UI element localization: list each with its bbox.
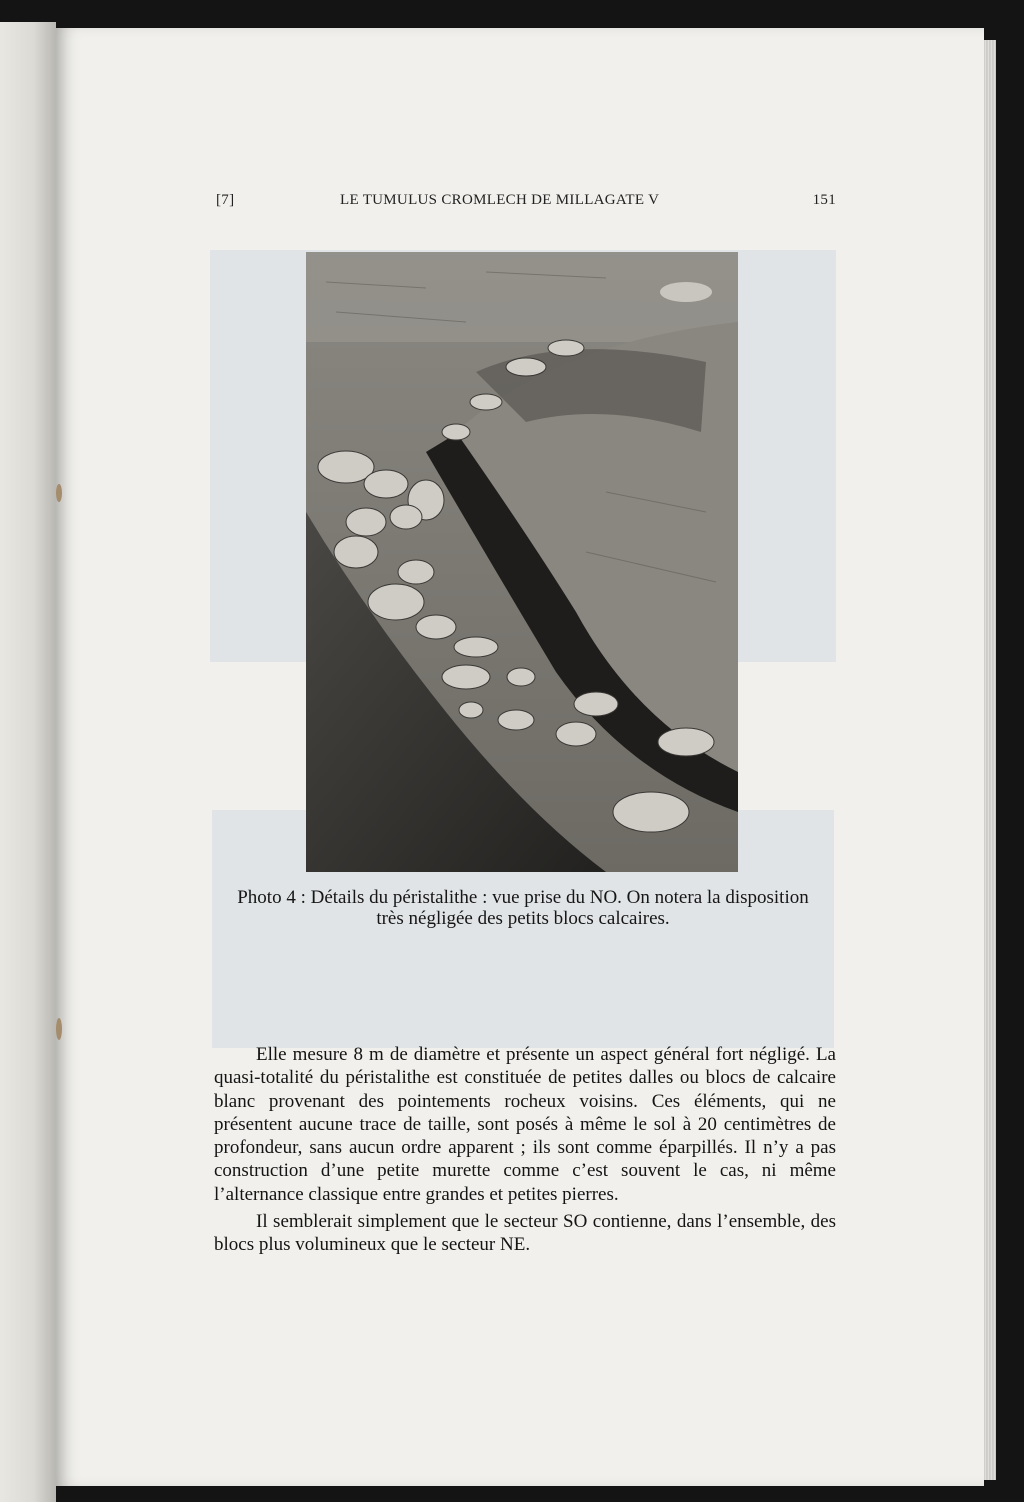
paragraph: Elle mesure 8 m de diamètre et présente un aspect général fort négligé. La quasi-totalité du péristalithe est constituée de petites dalles ou blocs de calcaire blanc provenant des pointements rocheux voisins. Ces éléments, qui ne présentent aucune trace de taille, sont posés à même le sol à 20 centimètres de profondeur, sans aucun ordre apparent ; ils sont comme éparpillés. Il n’y a pas construction d’une petite murette comme c’est souvent le cas, ni même l’alternance classique entre grandes et petites pierres.	[214, 1044, 836, 1205]
caption-line-1: Photo 4 : Détails du péristalithe : vue prise du NO. On notera la disposition	[237, 887, 809, 908]
photo-caption	[210, 887, 836, 929]
binding-stain-mark	[56, 484, 62, 502]
page-stack-edge	[984, 40, 996, 1480]
caption-line-2: très négligée des petits blocs calcaires.	[376, 908, 670, 929]
running-header	[216, 192, 836, 216]
excavation-photo	[306, 252, 738, 872]
page-number: 151	[812, 192, 836, 208]
chapter-number: [7]	[216, 192, 235, 208]
running-title: LE TUMULUS CROMLECH DE MILLAGATE V	[340, 192, 660, 208]
facing-page-edge	[0, 22, 56, 1502]
binding-stain-mark	[56, 1018, 62, 1040]
peristalith-photo-icon	[306, 252, 738, 872]
paragraph: Il semblerait simplement que le secteur SO contienne, dans l’ensemble, des blocs plus volumineux que le secteur NE.	[214, 1211, 836, 1256]
body-text	[214, 1043, 836, 1257]
